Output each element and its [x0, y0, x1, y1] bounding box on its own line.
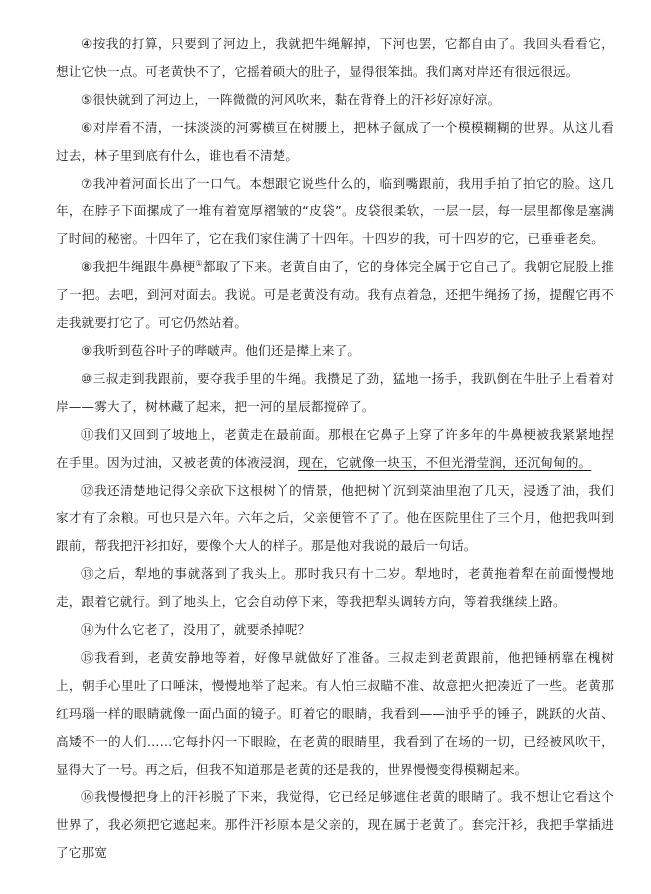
paragraph-8-text-a: ⑧我把牛绳跟牛鼻梗: [81, 259, 196, 275]
article-body: [56, 30, 614, 867]
footnote-marker: ①: [195, 259, 203, 269]
paragraph-14: ⑭为什么它老了，没用了，就要杀掉呢？: [81, 622, 311, 638]
paragraph-15: ⑮我看到，老黄安静地等着，好像早就做好了准备。三叔走到老黄跟前，他把锤柄靠在槐树上，朝手心里吐了口唾沫，慢慢地举了起来。有人怕三叔瞄不准、故意把火把凑近了一些。老黄那红玛瑙一样的眼睛就像一面凸面的镜子。盯着它的眼睛，我看到——油乎乎的锤子，跳跃的火苗、高矮不一的人们……它每扑闪一下眼睑，在老黄的眼睛里，我看到了在场的一切，已经被风吹干，显得大了一号。再之后，但我不知道那是老黄的还是我的，世界慢慢变得模糊起来。: [56, 649, 614, 777]
paragraph-9: ⑨我听到苞谷叶子的哔啵声。他们还是撵上来了。: [81, 342, 361, 358]
paragraph-4: ④按我的打算，只要到了河边上，我就把牛绳解掉，下河也罢，它都自由了。我回头看看它，想让它快一点。可老黄快不了，它摇着硕大的肚子，显得很笨拙。我们离对岸还有很远很远。: [56, 36, 614, 79]
paragraph-8-text-b: 都取了下来。老黄自由了，它的身体完全属于它自己了。我朝它屁股上推了一把。去吧，到河对面去。我说。可是老黄没有动。我有点着急，还把牛绳扬了扬，提醒它再不走我就要打它了。可它仍然站着。: [56, 259, 614, 331]
paragraph-5: ⑤很快就到了河边上，一阵微微的河风吹来，黏在背脊上的汗衫好凉好凉。: [81, 91, 501, 107]
paragraph-10: ⑩三叔走到我跟前，要夺我手里的牛绳。我攒足了劲，猛地一扬手，我趴倒在牛肚子上看着对岸——雾大了，树林藏了起来，把一河的星辰都搅碎了。: [56, 370, 614, 414]
paragraph-7: ⑦我冲着河面长出了一口气。本想跟它说些什么的，临到嘴跟前，我用手拍了拍它的脸。这几年，在脖子下面摞成了一堆有着宽厚褶皱的“皮袋”。皮袋很柔软，一层一层，每一层里都像是塞满了时间的秘密。十四年了，它在我们家住满了十四年。十四岁的我，可十四岁的它，已垂垂老矣。: [56, 175, 614, 247]
paragraph-12: ⑫我还清楚地记得父亲砍下这根树丫的情景，他把树丫沉到菜油里泡了几天，浸透了油，我们家才有了余粮。可也只是六年。六年之后，父亲便管不了了。他在医院里住了三个月，他把我叫到跟前，帮我把汗衫扣好，要像个大人的样子。那是他对我说的最后一句话。: [56, 482, 614, 554]
paragraph-11: [56, 421, 614, 477]
paragraph-13: ⑬之后，犁地的事就落到了我头上。那时我只有十二岁。犁地时，老黄拖着犁在前面慢慢地走，跟着它就行。到了地头上，它会自动停下来，等我把犁头调转方向，等着我继续上路。: [56, 566, 614, 610]
paragraph-6: ⑥对岸看不清，一抹淡淡的河雾横亘在树腰上，把林子氤成了一个模模糊糊的世界。从这儿看过去，林子里到底有什么，谁也看不清楚。: [56, 119, 614, 163]
paragraph-11-text: ⑪我们又回到了坡地上，老黄走在最前面。那根在它鼻子上穿了许多年的牛鼻梗被我紧紧地捏在手里。因为过油，又被老黄的体液浸润，: [56, 426, 614, 470]
paragraph-16: ⑯我慢慢把身上的汗衫脱了下来，我觉得，它已经足够遮住老黄的眼睛了。我不想让它看这个世界了，我必须把它遮起来。那件汗衫原本是父亲的，现在属于老黄了。套完汗衫，我把手掌插进了它那宽: [56, 789, 614, 861]
paragraph-8: [56, 253, 614, 337]
underlined-sentence: 现在，它就像一块玉，不但光滑莹润，还沉甸甸的。: [298, 454, 592, 470]
